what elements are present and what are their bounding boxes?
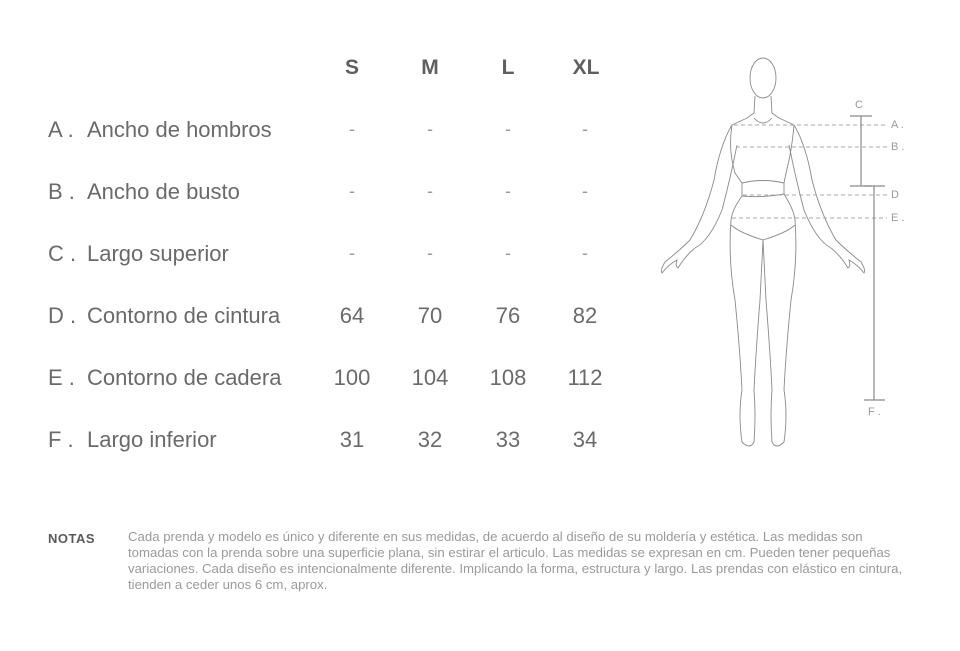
cell-value: 31	[339, 427, 365, 452]
row-label: Ancho de busto	[87, 179, 240, 204]
figure-label-e: E .	[891, 212, 905, 224]
cell-value: 100	[333, 365, 371, 390]
row-letter: B .	[48, 179, 75, 204]
cell-value: -	[349, 243, 355, 263]
body-measurement-diagram	[650, 50, 930, 460]
figure-label-f: F .	[868, 406, 881, 418]
row-label: Contorno de cintura	[87, 303, 281, 328]
size-header-m: M	[421, 56, 439, 79]
figure-label-b: B .	[891, 141, 905, 153]
notes-text: Cada prenda y modelo es único y diferente en sus medidas, de acuerdo al diseño de su moldería y estética. Las medidas son tomadas con la prenda sobre una superficie plana, sin estirar el articulo. Las medidas se expresan en cm. Pueden tener pequeñas variaciones. Cada diseño es intencionalmente diferente. Implicando la forma, estructura y largo. Las prendas con elástico en cintura, tienden a ceder unos 6 cm, aprox.	[128, 529, 903, 592]
cell-value: 108	[489, 365, 527, 390]
row-letter: E .	[48, 365, 75, 390]
cell-value: 32	[417, 427, 443, 452]
figure-label-d: D	[891, 189, 899, 201]
cell-value: 64	[339, 303, 365, 328]
cell-value: -	[427, 181, 433, 201]
cell-value: -	[582, 181, 588, 201]
figure-label-c: C	[855, 99, 863, 111]
body-figure-icon	[650, 50, 930, 460]
row-label: Ancho de hombros	[87, 117, 272, 142]
row-letter: F .	[48, 427, 74, 452]
cell-value: -	[349, 119, 355, 139]
row-label: Largo superior	[87, 241, 229, 266]
cell-value: -	[505, 243, 511, 263]
cell-value: 82	[572, 303, 598, 328]
cell-value: -	[582, 119, 588, 139]
size-header-xl: XL	[572, 56, 600, 79]
cell-value: 70	[417, 303, 443, 328]
cell-value: 33	[495, 427, 521, 452]
cell-value: -	[427, 119, 433, 139]
row-letter: D .	[48, 303, 77, 328]
cell-value: -	[505, 119, 511, 139]
row-letter: A .	[48, 117, 74, 142]
row-label: Contorno de cadera	[87, 365, 282, 390]
figure-label-a: A .	[891, 119, 904, 131]
row-letter: C .	[48, 241, 77, 266]
cell-value: -	[505, 181, 511, 201]
notes-title: NOTAS	[48, 531, 96, 546]
cell-value: 112	[567, 365, 603, 390]
size-header-s: S	[344, 56, 359, 79]
cell-value: -	[582, 243, 588, 263]
cell-value: 76	[495, 303, 521, 328]
cell-value: 34	[572, 427, 598, 452]
row-label: Largo inferior	[87, 427, 217, 452]
cell-value: -	[427, 243, 433, 263]
cell-value: -	[349, 181, 355, 201]
cell-value: 104	[411, 365, 449, 390]
size-header-l: L	[501, 56, 515, 79]
